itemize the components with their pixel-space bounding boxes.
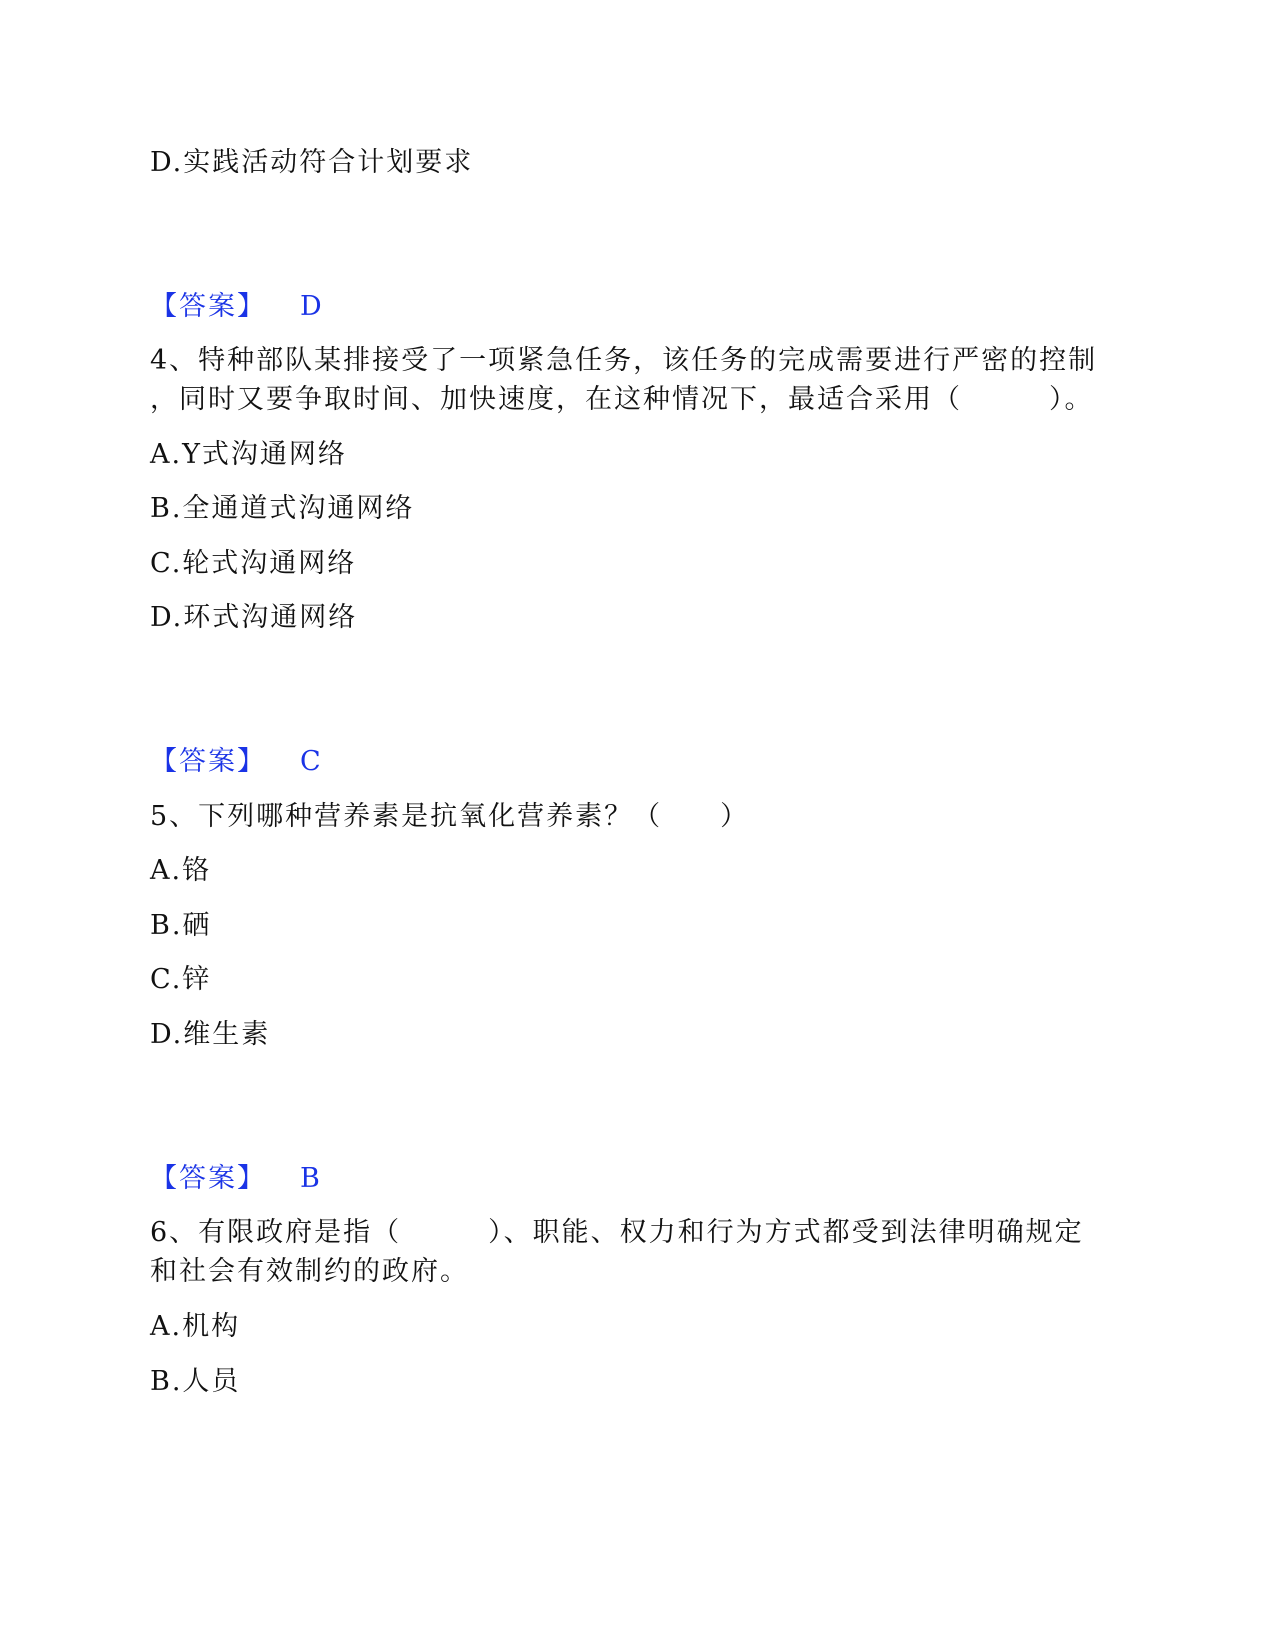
option-5-c: C.锌 — [150, 964, 212, 995]
option-5-a: A.铬 — [150, 855, 212, 886]
answer-label: 【答案】 — [150, 291, 266, 322]
option-6-a: A.机构 — [150, 1311, 241, 1342]
answer-value: B — [300, 1163, 322, 1194]
answer-label: 【答案】 — [150, 746, 266, 777]
answer-5 — [150, 1162, 322, 1196]
question-4-line-2: ，同时又要争取时间、加快速度，在这种情况下，最适合采用（ ）。 — [150, 384, 1094, 415]
option-6-b: B.人员 — [150, 1366, 241, 1397]
answer-value: D — [300, 291, 324, 322]
option-5-b: B.硒 — [150, 910, 212, 941]
answer-value: C — [300, 746, 323, 777]
question-4-line-1: 4、特种部队某排接受了一项紧急任务，该任务的完成需要进行严密的控制 — [150, 345, 1098, 376]
option-3-d: D.实践活动符合计划要求 — [150, 147, 474, 178]
answer-label: 【答案】 — [150, 1163, 266, 1194]
option-4-d: D.环式沟通网络 — [150, 602, 358, 633]
option-4-b: B.全通道式沟通网络 — [150, 493, 415, 524]
question-6-line-1: 6、有限政府是指（ ）、职能、权力和行为方式都受到法律明确规定 — [150, 1217, 1084, 1248]
question-6-line-2: 和社会有效制约的政府。 — [150, 1256, 469, 1287]
option-4-c: C.轮式沟通网络 — [150, 548, 357, 579]
option-5-d: D.维生素 — [150, 1019, 271, 1050]
option-4-a: A.Y式沟通网络 — [150, 439, 347, 470]
question-5-line-1: 5、下列哪种营养素是抗氧化营养素？（ ） — [150, 801, 750, 832]
answer-3 — [150, 290, 324, 324]
answer-4 — [150, 745, 323, 779]
